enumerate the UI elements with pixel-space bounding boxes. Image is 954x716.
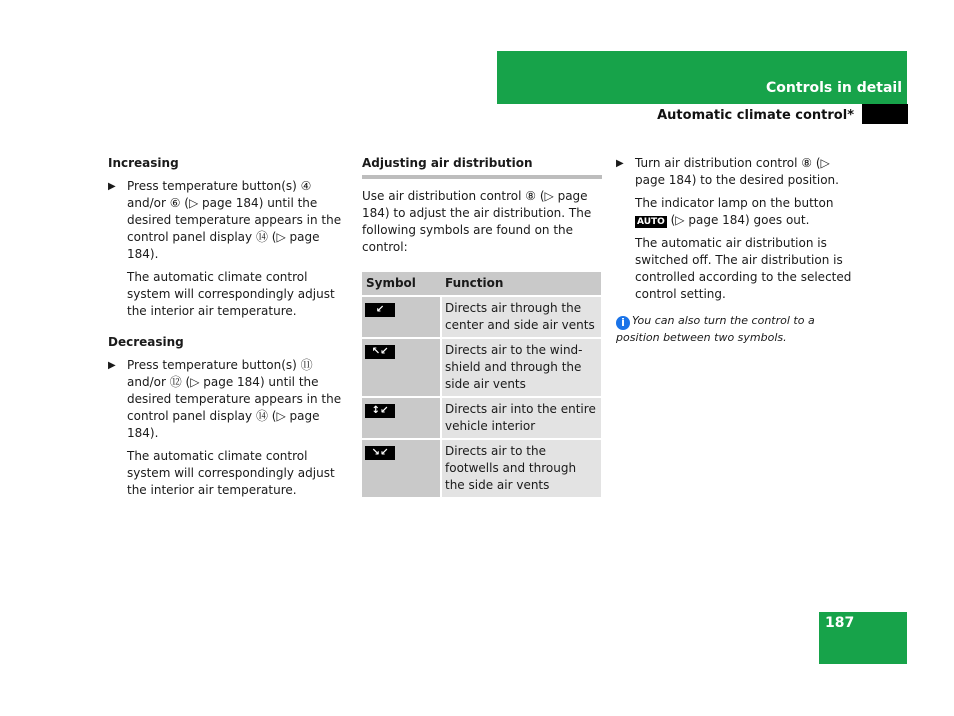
symbol-cell — [362, 397, 441, 439]
table-row — [362, 397, 601, 439]
heading-increasing: Increasing — [108, 156, 179, 170]
step-text: Press temperature button(s) ④ and/or ⑥ (▷ page 184) until the desired temperature appears in the control panel display ⑭ (▷ page 184). — [127, 179, 342, 261]
function-cell: Directs air through the center and side air vents — [441, 296, 601, 338]
lamp-text-end: (▷ page 184) goes out. — [670, 213, 810, 227]
air-footwell-side-icon: ↘↙ — [365, 446, 395, 460]
table-row — [362, 296, 601, 338]
auto-button-icon: AUTO — [637, 217, 665, 227]
column-header-function: Function — [441, 272, 601, 296]
symbol-cell — [362, 296, 441, 338]
air-distribution-intro: Use air distribution control ⑧ (▷ page 184) to adjust the air distribution. The following symbols are found on the control: — [362, 189, 592, 254]
info-text: You can also turn the control to a position between two symbols. — [616, 314, 815, 344]
switched-off-text: The automatic air distribution is switched off. The air distribution is controlled according to the selected control setting. — [635, 236, 852, 301]
table-header-row — [362, 272, 601, 296]
function-cell: Directs air to the footwells and through the side air vents — [441, 439, 601, 497]
heading-air-distribution: Adjusting air distribution — [362, 155, 602, 179]
indicator-lamp-text — [616, 195, 856, 229]
step-increasing — [108, 178, 348, 263]
function-cell: Directs air to the wind-shield and through the side air vents — [441, 338, 601, 397]
heading-decreasing: Decreasing — [108, 335, 184, 349]
subsection-title: Automatic climate control* — [657, 108, 854, 123]
note-decreasing: The automatic climate control system will correspondingly adjust the interior air temperature. — [127, 449, 335, 497]
step-turn-control — [616, 155, 856, 189]
symbol-cell — [362, 338, 441, 397]
air-entire-interior-icon: ↕↙ — [365, 404, 395, 418]
tab-marker — [862, 104, 908, 124]
page-number: 187 — [825, 615, 855, 631]
step-text: Turn air distribution control ⑧ (▷ page 184) to the desired position. — [635, 156, 839, 187]
symbol-table — [362, 272, 601, 497]
note-increasing: The automatic climate control system will correspondingly adjust the interior air temperature. — [127, 270, 335, 318]
air-center-side-icon: ↙ — [365, 303, 395, 317]
column-header-symbol: Symbol — [362, 272, 441, 296]
info-icon: i — [616, 316, 630, 330]
function-cell: Directs air into the entire vehicle interior — [441, 397, 601, 439]
bullet-arrow-icon: ▶ — [616, 158, 624, 169]
symbol-cell — [362, 439, 441, 497]
table-row — [362, 338, 601, 397]
lamp-text-start: The indicator lamp on the button — [635, 196, 834, 210]
section-title: Controls in detail — [766, 80, 902, 96]
column-left — [108, 155, 348, 499]
bullet-arrow-icon: ▶ — [108, 360, 116, 371]
column-middle — [362, 155, 602, 497]
header-band — [497, 51, 907, 104]
info-note — [616, 313, 856, 345]
step-text: Press temperature button(s) ⑪ and/or ⑫ (▷ page 184) until the desired temperature appears in the control panel display ⑭ (▷ page 184). — [127, 358, 342, 440]
bullet-arrow-icon: ▶ — [108, 181, 116, 192]
table-row — [362, 439, 601, 497]
column-right — [616, 155, 856, 345]
step-decreasing — [108, 357, 348, 442]
air-windshield-side-icon: ↖↙ — [365, 345, 395, 359]
